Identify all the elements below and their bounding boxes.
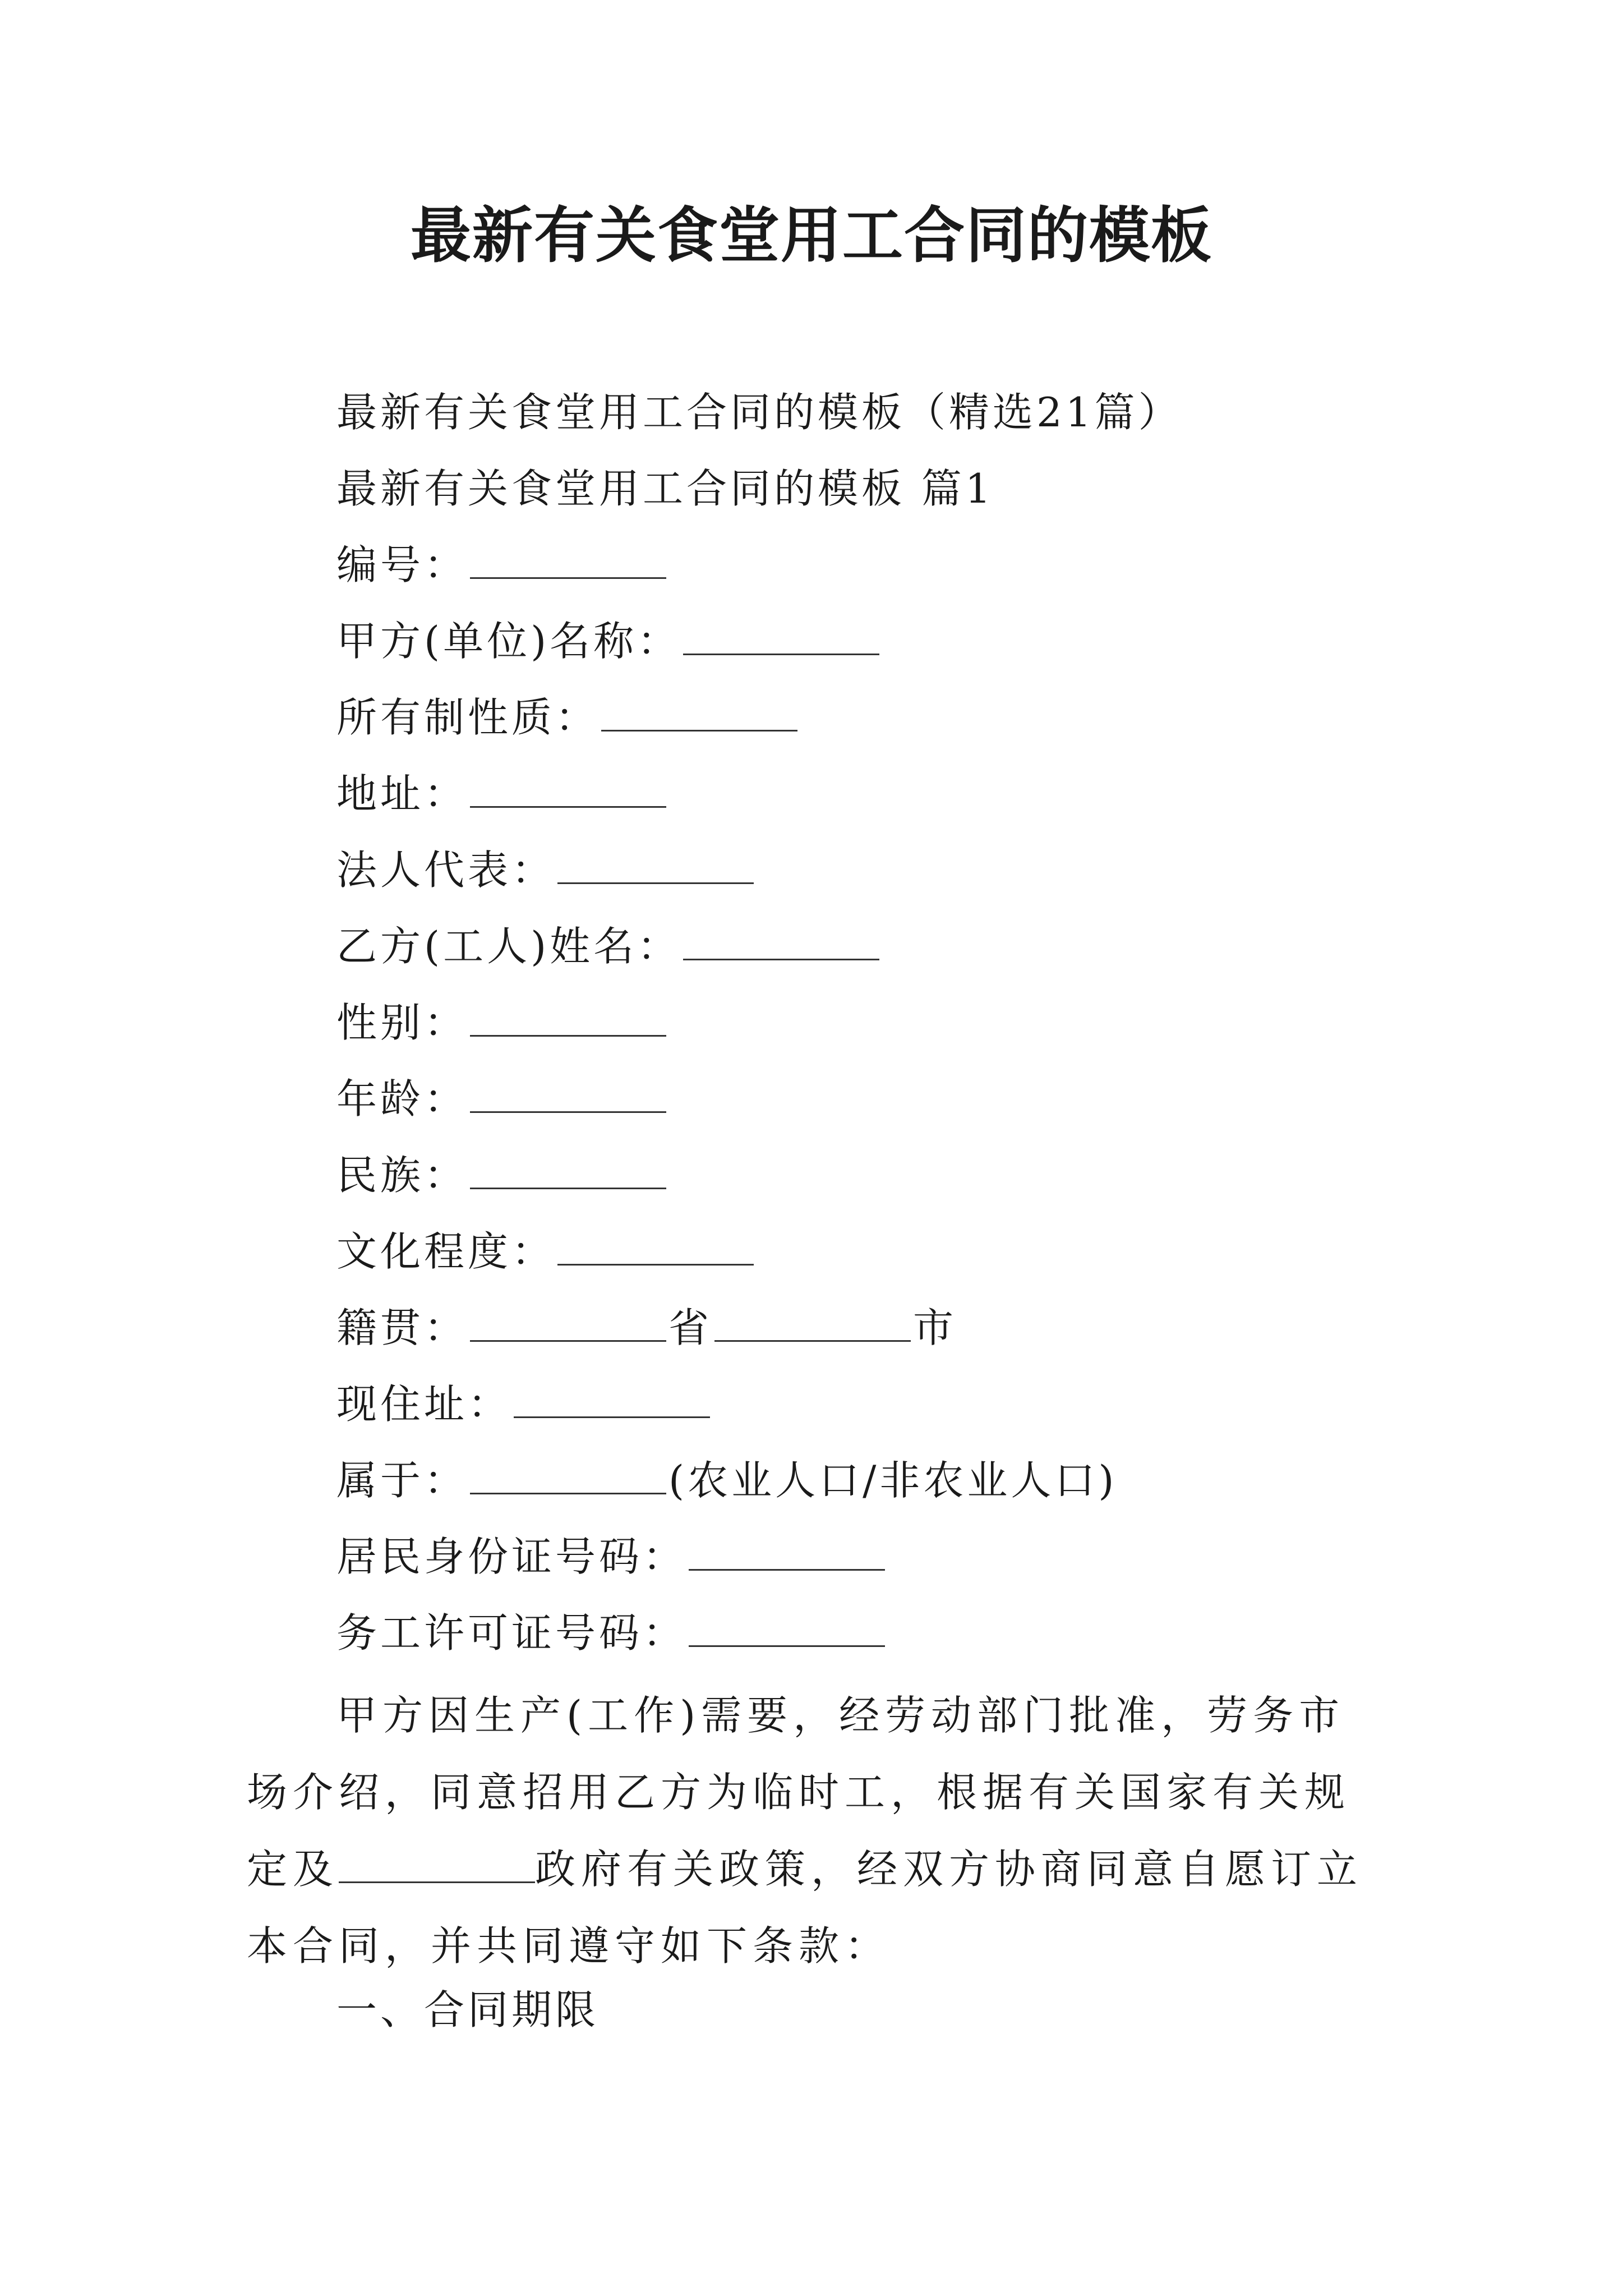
field-age [336, 1068, 668, 1130]
field-label: 所有制性质： [336, 694, 600, 741]
field-work-permit [336, 1602, 887, 1664]
blank-line [470, 1459, 666, 1494]
belongs-options: (农业人口/非农业人口) [668, 1457, 1118, 1504]
blank-line [470, 1154, 666, 1189]
field-label: 民族： [336, 1152, 468, 1199]
field-label: 乙方(工人)姓名： [336, 923, 681, 970]
field-label: 甲方(单位)名称： [336, 618, 681, 665]
blank-line [601, 696, 797, 731]
field-ethnicity [336, 1144, 668, 1206]
blank-line [470, 544, 666, 579]
body-paragraph [247, 1677, 1391, 1985]
clause-heading: 一、合同期限 [336, 1986, 600, 2033]
blank-line [683, 620, 879, 655]
field-label: 务工许可证号码： [336, 1609, 687, 1657]
blank-line [689, 1612, 885, 1647]
paragraph-text-2: 政府有关政策，经双方协商同意自愿订立本合同，并共同遵守如下条款： [247, 1846, 1363, 1970]
section-heading: 最新有关食堂用工合同的模板 篇1 [336, 465, 994, 512]
field-label: 编号： [336, 541, 468, 588]
blank-line [470, 1306, 666, 1342]
field-gender [336, 992, 668, 1053]
field-legal-rep [336, 839, 756, 901]
blank-line [339, 1848, 535, 1883]
blank-line [689, 1535, 885, 1571]
blank-line [470, 1001, 666, 1037]
blank-line [557, 849, 754, 884]
field-label: 法人代表： [336, 846, 556, 894]
province-label: 省 [668, 1304, 713, 1351]
blank-line [470, 1078, 666, 1113]
blank-line [514, 1383, 710, 1418]
field-label: 年龄： [336, 1075, 468, 1122]
field-belongs-to [336, 1450, 1117, 1511]
blank-line [557, 1230, 754, 1266]
field-number [336, 534, 668, 596]
blank-line [470, 772, 666, 808]
paragraph-text-1: 甲方因生产(工作)需要，经劳动部门批准，劳务市场介绍，同意招用乙方为临时工，根据有关国家有关规定及 [247, 1692, 1351, 1893]
field-label: 籍贯： [336, 1304, 468, 1351]
field-label: 居民身份证号码： [336, 1533, 687, 1580]
blank-line [683, 925, 879, 960]
field-id-number [336, 1526, 887, 1588]
field-current-address [336, 1373, 712, 1435]
field-party-b-name [336, 915, 882, 977]
field-address [336, 763, 668, 825]
field-party-a-name [336, 610, 882, 672]
field-native-place [336, 1297, 957, 1359]
document-subtitle: 最新有关食堂用工合同的模板（精选21篇） [336, 389, 1182, 436]
field-label: 性别： [336, 999, 468, 1046]
field-label: 属于： [336, 1457, 468, 1504]
field-education [336, 1221, 756, 1282]
field-label: 现住址： [336, 1381, 512, 1428]
field-label: 地址： [336, 770, 468, 817]
field-label: 文化程度： [336, 1228, 556, 1275]
city-label: 市 [913, 1304, 957, 1351]
document-title: 最新有关食堂用工合同的模板 [410, 200, 1212, 271]
field-ownership [336, 687, 800, 748]
blank-line [714, 1306, 911, 1342]
